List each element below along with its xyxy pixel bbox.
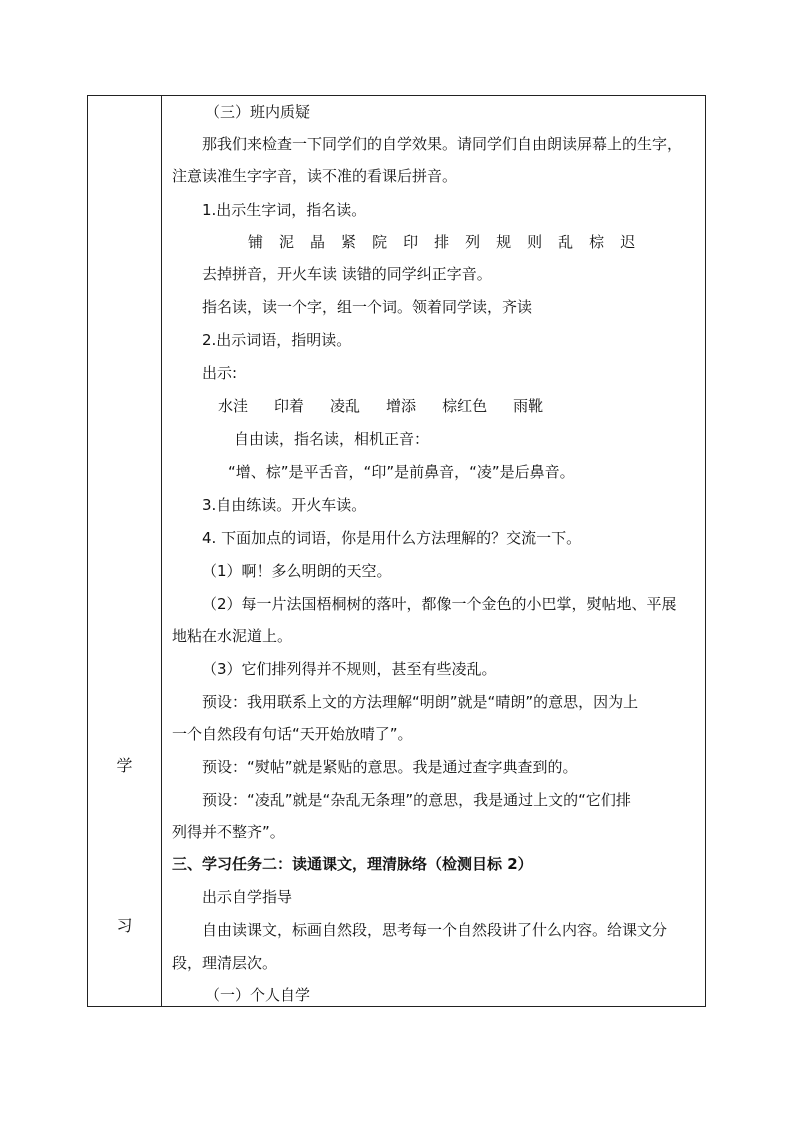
character-item: 规 xyxy=(496,233,512,251)
word-item: 凌乱 xyxy=(330,397,361,415)
paragraph-line: 去掉拼音，开火车读 读错的同学纠正字音。 xyxy=(202,265,492,283)
paragraph-line: 自由读，指名读，相机正音： xyxy=(234,430,430,448)
preset-3: 预设：“凌乱”就是“杂乱无条理”的意思，我是通过上文的“它们排 xyxy=(202,791,631,809)
lesson-table xyxy=(87,95,706,1007)
character-item: 铺 xyxy=(248,233,264,251)
column-divider xyxy=(161,96,162,1006)
section-heading-self-study: （一）个人自学 xyxy=(205,986,311,1004)
step-2: 2.出示词语，指明读。 xyxy=(202,331,352,349)
paragraph-line: 出示: xyxy=(202,364,238,382)
character-item: 印 xyxy=(403,233,419,251)
paragraph-line: 出示自学指导 xyxy=(202,888,293,906)
example-1: （1）啊！多么明朗的天空。 xyxy=(202,562,392,580)
character-item: 则 xyxy=(527,233,543,251)
word-item: 雨靴 xyxy=(513,397,544,415)
word-item: 印着 xyxy=(274,397,305,415)
preset-1: 预设：我用联系上文的方法理解“明朗”就是“晴朗”的意思，因为上 xyxy=(202,693,639,711)
preset-3-cont: 列得并不整齐”。 xyxy=(172,823,285,841)
preset-2: 预设：“熨帖”就是紧贴的意思。我是通过查字典查到的。 xyxy=(202,758,578,776)
step-1: 1.出示生字词，指名读。 xyxy=(202,201,367,219)
character-list xyxy=(248,232,651,252)
example-2: （2）每一片法国梧桐树的落叶，都像一个金色的小巴掌，熨帖地、平展 xyxy=(202,595,677,613)
character-item: 乱 xyxy=(558,233,574,251)
character-item: 排 xyxy=(434,233,450,251)
character-item: 晶 xyxy=(310,233,326,251)
word-item: 增添 xyxy=(386,397,417,415)
word-list xyxy=(218,396,569,416)
section-heading-class-questions: （三）班内质疑 xyxy=(205,103,311,121)
character-item: 迟 xyxy=(620,233,636,251)
word-item: 水洼 xyxy=(218,397,249,415)
character-item: 棕 xyxy=(589,233,605,251)
step-4: 4. 下面加点的词语，你是用什么方法理解的？交流一下。 xyxy=(202,529,582,547)
step-3: 3.自由练读。开火车读。 xyxy=(202,496,367,514)
example-2-cont: 地粘在水泥道上。 xyxy=(172,627,293,645)
sidebar-char-xi: 习 xyxy=(116,916,133,935)
character-item: 泥 xyxy=(279,233,295,251)
paragraph-line: 注意读准生字字音，读不准的看课后拼音。 xyxy=(172,167,458,185)
paragraph-line: “增、棕”是平舌音，“印”是前鼻音，“凌”是后鼻音。 xyxy=(228,463,575,481)
character-item: 紧 xyxy=(341,233,357,251)
character-item: 列 xyxy=(465,233,481,251)
example-3: （3）它们排列得并不规则，甚至有些凌乱。 xyxy=(202,660,497,678)
word-item: 棕红色 xyxy=(442,397,488,415)
character-item: 院 xyxy=(372,233,388,251)
preset-1-cont: 一个自然段有句话“天开始放晴了”。 xyxy=(172,725,413,743)
paragraph-line: 段，理清层次。 xyxy=(172,954,278,972)
sidebar-char-xue: 学 xyxy=(116,756,133,775)
paragraph-line: 自由读课文，标画自然段，思考每一个自然段讲了什么内容。给课文分 xyxy=(202,921,668,939)
section-heading-task-2: 三、学习任务二：读通课文，理清脉络（检测目标 2） xyxy=(172,855,533,873)
paragraph-line: 那我们来检查一下同学们的自学效果。请同学们自由朗读屏幕上的生字， xyxy=(202,135,683,153)
paragraph-line: 指名读，读一个字，组一个词。领着同学读，齐读 xyxy=(202,298,533,316)
